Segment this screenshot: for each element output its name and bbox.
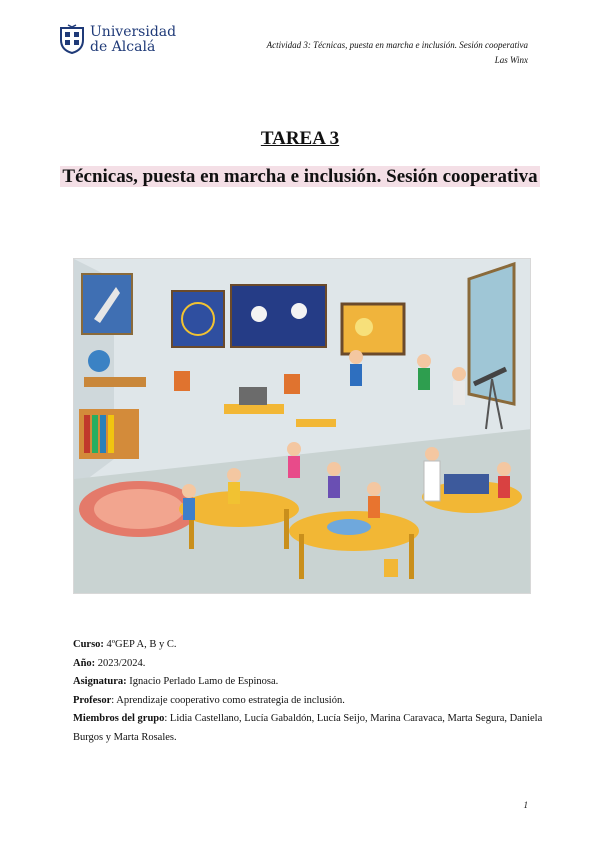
logo-line-1: Universidad: [90, 23, 177, 40]
running-header: [267, 38, 528, 68]
profesor-value: : Aprendizaje cooperativo como estrategia de inclusión.: [111, 694, 345, 706]
classroom-illustration: [73, 258, 531, 594]
page-title: [0, 128, 600, 150]
classroom-illustration-icon: [74, 259, 531, 594]
university-crest-icon: [58, 24, 86, 54]
page-number: 1: [523, 800, 528, 810]
activity-line: Actividad 3: Técnicas, puesta en marcha e inclusión. Sesión cooperativa: [266, 40, 528, 50]
logo-line-2: de Alcalá: [90, 38, 156, 55]
page-subtitle-text: Técnicas, puesta en marcha e inclusión. Sesión cooperativa: [62, 166, 538, 187]
university-logo: [58, 22, 178, 56]
asignatura-line: [73, 673, 543, 692]
page-subtitle: [60, 163, 540, 190]
logo-wordmark: [90, 25, 176, 54]
asignatura-value: Ignacio Perlado Lamo de Espinosa.: [126, 676, 279, 687]
miembros-line: [73, 710, 543, 747]
profesor-label: Profesor: [73, 694, 112, 706]
curso-value: 4ºGEP A, B y C.: [103, 639, 177, 650]
miembros-value: : Lidia Castellano, Lucía Gabaldón, Lucía Seijo, Marina Caravaca, Marta Segura, Daniela Burgos y Marta Rosales.: [73, 713, 543, 743]
miembros-label: Miembros del grupo: [73, 713, 165, 724]
curso-label: Curso:: [73, 639, 104, 650]
course-info: [73, 636, 543, 747]
anio-line: [73, 655, 543, 674]
asignatura-label: Asignatura:: [73, 676, 127, 687]
curso-line: [73, 636, 543, 655]
anio-value: 2023/2024.: [95, 657, 146, 669]
group-name: Las Winx: [494, 55, 528, 65]
anio-label: Año:: [73, 657, 96, 669]
profesor-line: [73, 692, 543, 711]
page-title-text: TAREA 3: [260, 128, 340, 149]
